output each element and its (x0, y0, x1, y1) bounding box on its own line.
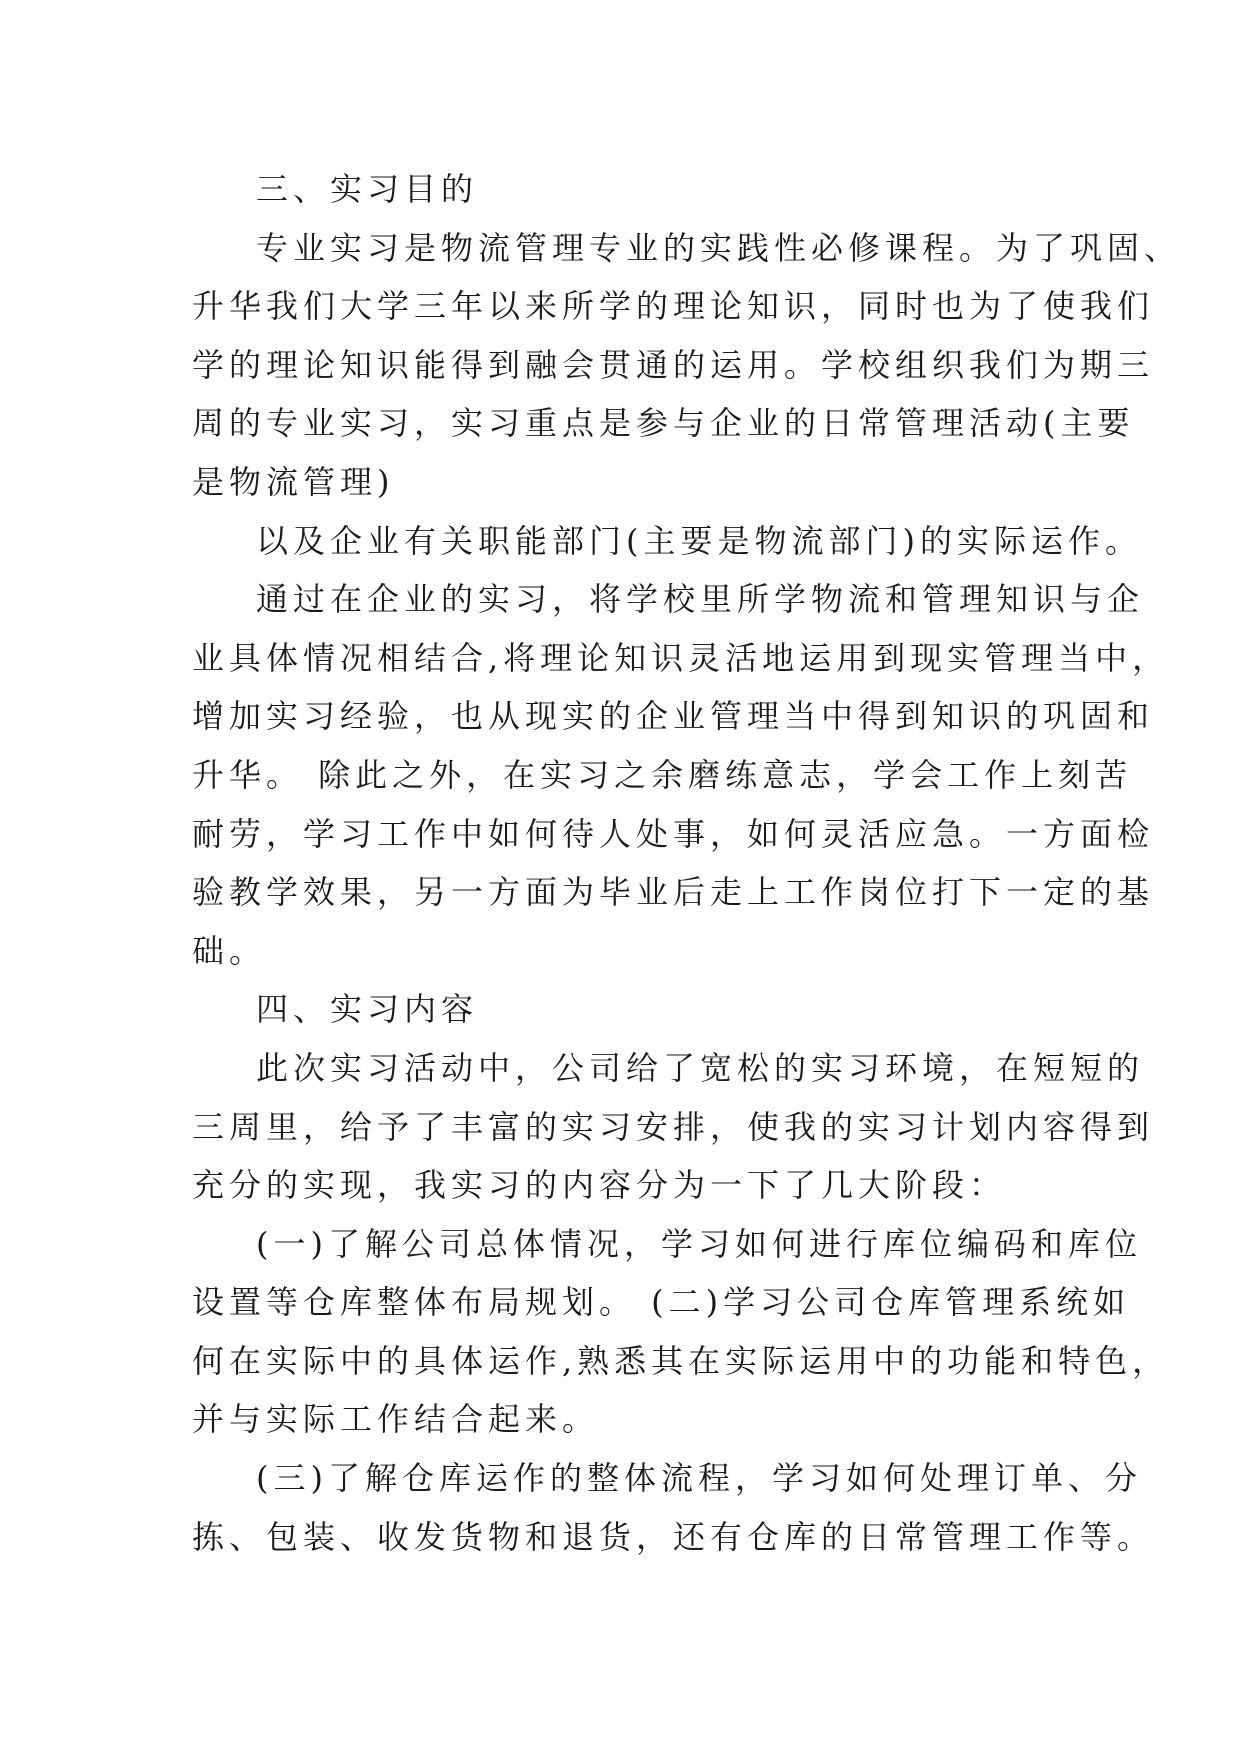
section-heading-4: 四、实习内容 (256, 990, 479, 1029)
text-line: 何在实际中的具体运作,熟悉其在实际运用中的功能和特色， (192, 1341, 1170, 1380)
text-line: 验教学效果，另一方面为毕业后走上工作岗位打下一定的基 (192, 873, 1155, 912)
text-line: 设置等仓库整体布局规划。 (二)学习公司仓库管理系统如 (192, 1283, 1131, 1322)
text-line: 拣、包装、收发货物和退货，还有仓库的日常管理工作等。 (192, 1517, 1155, 1556)
text-line: 专业实习是物流管理专业的实践性必修课程。为了巩固、 (256, 228, 1182, 267)
text-line: (一)了解公司总体情况，学习如何进行库位编码和库位 (256, 1224, 1142, 1263)
body-text (192, 160, 1182, 1566)
text-line: 升华。 除此之外，在实习之余磨练意志，学会工作上刻苦 (192, 755, 1133, 794)
text-line: 耐劳，学习工作中如何待人处事，如何灵活应急。一方面检 (192, 814, 1155, 853)
text-line: 学的理论知识能得到融会贯通的运用。学校组织我们为期三 (192, 345, 1155, 384)
text-line: 升华我们大学三年以来所学的理论知识，同时也为了使我们 (192, 287, 1155, 326)
text-line: 并与实际工作结合起来。 (192, 1400, 600, 1439)
text-line: (三)了解仓库运作的整体流程，学习如何处理订单、分 (256, 1459, 1142, 1498)
text-line: 以及企业有关职能部门(主要是物流部门)的实际运作。 (256, 521, 1142, 560)
text-line: 充分的实现，我实习的内容分为一下了几大阶段： (192, 1166, 1007, 1205)
text-line: 通过在企业的实习，将学校里所学物流和管理知识与企 (256, 580, 1145, 619)
text-line: 业具体情况相结合,将理论知识灵活地运用到现实管理当中， (192, 638, 1170, 677)
text-line: 周的专业实习，实习重点是参与企业的日常管理活动(主要 (192, 404, 1135, 443)
section-heading-3: 三、实习目的 (256, 170, 479, 208)
text-line: 增加实习经验，也从现实的企业管理当中得到知识的巩固和 (192, 697, 1155, 736)
text-line: 三周里，给予了丰富的实习安排，使我的实习计划内容得到 (192, 1107, 1155, 1146)
text-line: 此次实习活动中，公司给了宽松的实习环境，在短短的 (256, 1048, 1145, 1087)
text-line: 础。 (192, 931, 267, 970)
text-line: 是物流管理) (192, 462, 395, 501)
